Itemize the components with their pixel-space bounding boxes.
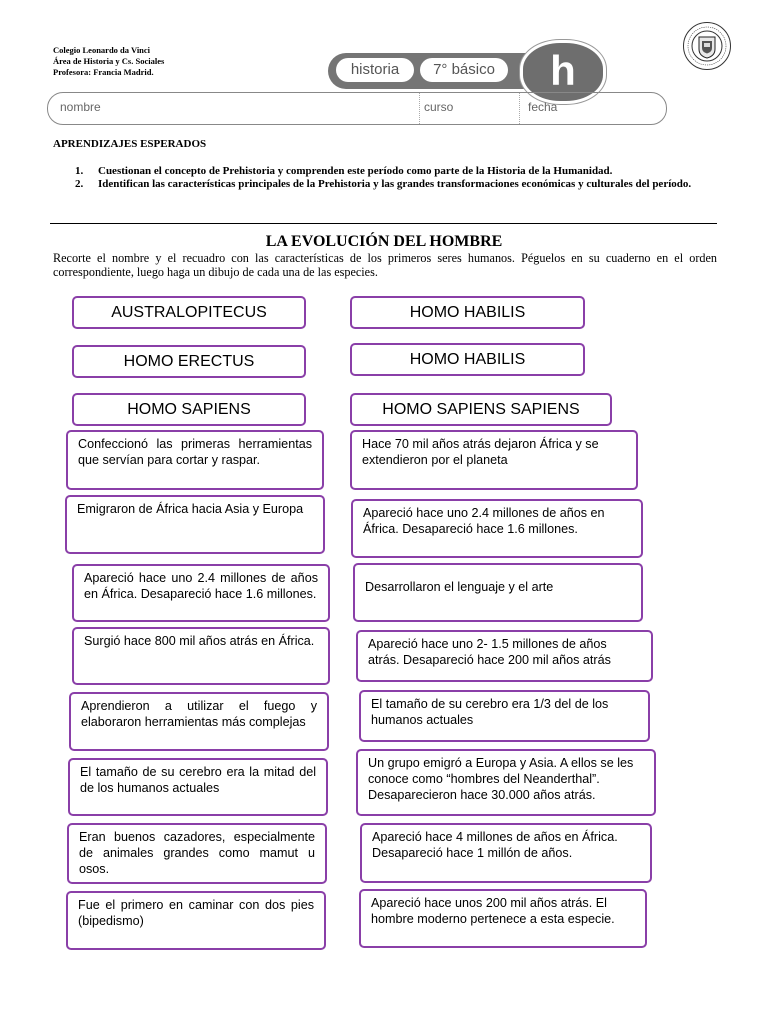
description-text: Apareció hace 4 millones de años en África. Desapareció hace 1 millón de años. [372,830,618,860]
description-card[interactable] [72,564,330,622]
description-text: Un grupo emigró a Europa y Asia. A ellos se les conoce como “hombres del Neanderthal”. Desaparecieron hace 30.000 años atrás. [368,756,634,802]
field-divider [419,93,420,124]
department: Área de Historia y Cs. Sociales [53,56,165,66]
section-divider [50,223,717,224]
description-text: Surgió hace 800 mil años atrás en África. [84,634,315,648]
description-text: Fue el primero en caminar con dos pies (bipedismo) [78,898,314,928]
description-text: Desarrollaron el lenguaje y el arte [365,580,554,594]
description-card[interactable] [72,627,330,685]
description-card[interactable] [67,823,327,884]
subject-tag: historia [336,58,414,82]
objectives-heading: APRENDIZAJES ESPERADOS [53,138,207,150]
species-name-card[interactable]: HOMO HABILIS [350,296,585,329]
description-card[interactable] [66,430,324,490]
description-text: El tamaño de su cerebro era 1/3 del de los humanos actuales [371,697,609,727]
description-card[interactable] [66,891,326,950]
description-card[interactable] [359,690,650,742]
description-text: Hace 70 mil años atrás dejaron África y se extendieron por el planeta [362,437,599,467]
description-card[interactable] [351,499,643,558]
grade-tag: 7° básico [420,58,508,82]
description-card[interactable] [353,563,643,622]
description-text: Aprendieron a utilizar el fuego y elaboraron herramientas más complejas [81,699,317,729]
activity-title: LA EVOLUCIÓN DEL HOMBRE [265,233,503,250]
description-card[interactable] [69,692,329,751]
objective-number: 1. [75,165,84,177]
description-card[interactable] [359,889,647,948]
objective-number: 2. [75,178,84,190]
description-text: Confeccionó las primeras herramientas que servían para cortar y raspar. [78,437,312,467]
school-seal-icon [682,21,732,71]
objective-item [75,165,725,178]
description-card[interactable] [68,758,328,816]
species-name-card[interactable]: HOMO SAPIENS SAPIENS [350,393,612,426]
description-text: Eran buenos cazadores, especialmente de animales grandes como mamut u osos. [79,830,315,876]
student-info-bar [47,92,667,125]
activity-instructions: Recorte el nombre y el recuadro con las características de los primeros seres humanos. Péguelos en su cuaderno en el orden correspondiente, luego haga un dibujo de cada una de las especies. [53,251,717,279]
description-card[interactable] [356,749,656,816]
description-card[interactable] [356,630,653,682]
name-field[interactable]: nombre [60,100,101,114]
description-card[interactable] [350,430,638,490]
field-divider [519,93,520,124]
species-name-card[interactable]: HOMO HABILIS [350,343,585,376]
description-text: Apareció hace uno 2.4 millones de años en África. Desapareció hace 1.6 millones. [363,506,605,536]
species-name-card[interactable]: HOMO SAPIENS [72,393,306,426]
description-card[interactable] [65,495,325,554]
description-text: Emigraron de África hacia Asia y Europa [77,502,304,516]
school-name: Colegio Leonardo da Vinci [53,45,151,55]
school-info [53,45,164,78]
course-field[interactable]: curso [424,100,454,114]
description-text: El tamaño de su cerebro era la mitad del de los humanos actuales [80,765,316,795]
species-name-card[interactable]: AUSTRALOPITECUS [72,296,306,329]
description-text: Apareció hace uno 2.4 millones de años en África. Desapareció hace 1.6 millones. [84,571,318,601]
description-text: Apareció hace unos 200 mil años atrás. El hombre moderno pertenece a esta especie. [371,896,615,926]
date-field[interactable]: fecha [528,100,558,114]
subject-letter-badge: h [520,40,606,104]
teacher: Profesora: Francia Madrid. [53,67,154,77]
species-name-card[interactable]: HOMO ERECTUS [72,345,306,378]
objective-text: Identifican las características principales de la Prehistoria y las grandes transformaciones económicas y culturales del período. [98,178,692,190]
objective-item [75,178,725,191]
description-card[interactable] [360,823,652,883]
objective-text: Cuestionan el concepto de Prehistoria y comprenden este período como parte de la Historia de la Humanidad. [98,165,613,177]
description-text: Apareció hace uno 2- 1.5 millones de años atrás. Desapareció hace 200 mil años atrás [368,637,611,667]
